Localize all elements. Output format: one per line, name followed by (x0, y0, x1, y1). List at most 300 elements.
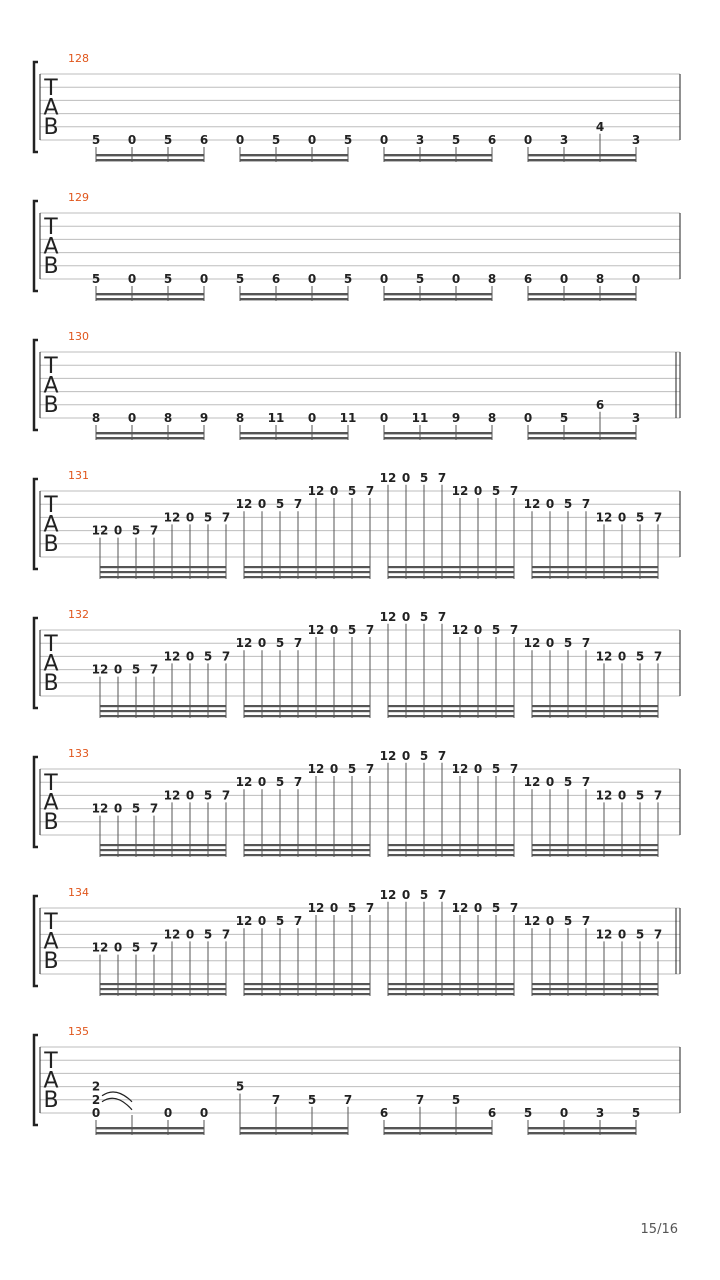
fret-number: 12 (235, 775, 253, 790)
fret-number: 0 (379, 411, 389, 425)
beam (388, 988, 515, 990)
fret-number: 12 (523, 775, 541, 790)
fret-number: 12 (595, 927, 613, 942)
fret-number: 12 (307, 484, 325, 498)
fret-number: 7 (149, 801, 159, 816)
fret-number: 0 (113, 801, 123, 816)
tab-clef-letter: T (44, 632, 58, 657)
beam (388, 571, 515, 573)
beam (388, 993, 515, 995)
tab-system (34, 747, 680, 857)
fret-number: 5 (203, 788, 213, 803)
measure-number: 134 (68, 886, 89, 899)
tab-system (34, 330, 680, 440)
beam (100, 854, 227, 856)
beam (244, 571, 371, 573)
fret-number: 6 (199, 133, 209, 147)
tab-clef-letter: B (43, 254, 59, 279)
fret-number: 7 (365, 623, 375, 637)
fret-number: 12 (91, 523, 109, 538)
beam (532, 715, 659, 717)
fret-number: 0 (163, 1106, 173, 1120)
fret-number: 7 (509, 762, 519, 776)
fret-number: 12 (235, 914, 253, 929)
tab-clef-letter: B (43, 393, 59, 418)
beam (96, 154, 205, 156)
fret-number: 12 (523, 497, 541, 512)
fret-number: 5 (163, 133, 173, 147)
fret-number: 7 (221, 788, 231, 803)
fret-number: 0 (329, 901, 339, 915)
fret-number: 12 (379, 887, 397, 902)
fret-number: 7 (293, 775, 303, 790)
fret-number: 9 (199, 411, 209, 425)
beam (384, 298, 493, 300)
fret-number: 0 (91, 1106, 101, 1120)
fret-number: 5 (203, 927, 213, 942)
system-bracket (34, 62, 38, 152)
tab-clef-letter: T (44, 771, 58, 796)
fret-number: 5 (275, 497, 285, 512)
beam (388, 566, 515, 568)
fret-number: 5 (419, 609, 429, 624)
fret-number: 12 (523, 636, 541, 651)
system-bracket (34, 340, 38, 430)
fret-number: 0 (617, 927, 627, 942)
fret-number: 12 (523, 914, 541, 929)
beam (100, 576, 227, 578)
beam (384, 159, 493, 161)
beam (388, 705, 515, 707)
fret-number: 0 (401, 609, 411, 624)
fret-number: 5 (563, 497, 573, 512)
fret-number: 0 (631, 272, 641, 286)
tab-clef-letter: A (43, 1068, 59, 1094)
fret-number: 7 (437, 887, 447, 902)
tab-clef-letter: B (43, 671, 59, 696)
fret-number: 3 (595, 1106, 605, 1120)
fret-number: 5 (523, 1106, 533, 1120)
beam (388, 983, 515, 985)
system-bracket (34, 757, 38, 847)
tab-clef-letter: A (43, 512, 59, 538)
fret-number: 0 (545, 775, 555, 790)
beam (244, 983, 371, 985)
fret-number: 6 (523, 272, 533, 286)
fret-number: 5 (631, 1106, 641, 1120)
fret-number: 8 (487, 272, 497, 286)
tie-arc (102, 1092, 132, 1102)
tab-clef-letter: B (43, 949, 59, 974)
beam (532, 983, 659, 985)
fret-number: 7 (293, 914, 303, 929)
fret-number: 5 (347, 762, 357, 776)
beam (384, 1127, 493, 1129)
tab-system (34, 886, 680, 996)
fret-number: 5 (275, 775, 285, 790)
fret-number: 7 (653, 649, 663, 664)
fret-number: 0 (113, 940, 123, 955)
fret-number: 11 (339, 411, 357, 425)
fret-number: 0 (257, 497, 267, 512)
fret-number: 7 (221, 510, 231, 525)
fret-number: 0 (257, 775, 267, 790)
beam (532, 571, 659, 573)
beam (244, 854, 371, 856)
fret-number: 5 (491, 623, 501, 637)
beam (528, 154, 637, 156)
beam (100, 705, 227, 707)
beam (528, 159, 637, 161)
fret-number: 7 (149, 523, 159, 538)
beam (384, 293, 493, 295)
beam (388, 576, 515, 578)
fret-number: 0 (185, 927, 195, 942)
fret-number: 0 (617, 510, 627, 525)
fret-number: 5 (635, 649, 645, 664)
beam (388, 710, 515, 712)
fret-number: 5 (131, 523, 141, 538)
beam (532, 705, 659, 707)
fret-number: 12 (163, 510, 181, 525)
beam (244, 988, 371, 990)
fret-number: 12 (307, 762, 325, 776)
fret-number: 0 (329, 762, 339, 776)
fret-number: 0 (473, 484, 483, 498)
system-bracket (34, 618, 38, 708)
tab-system (34, 1025, 680, 1135)
fret-number: 0 (307, 133, 317, 147)
beam (528, 293, 637, 295)
fret-number: 0 (127, 272, 137, 286)
fret-number: 0 (617, 788, 627, 803)
tab-clef-letter: B (43, 532, 59, 557)
beam (244, 576, 371, 578)
fret-number: 12 (163, 649, 181, 664)
fret-number: 5 (347, 484, 357, 498)
beam (532, 566, 659, 568)
fret-number: 12 (595, 788, 613, 803)
beam (244, 844, 371, 846)
fret-number: 0 (473, 901, 483, 915)
fret-number: 5 (635, 788, 645, 803)
tab-clef-letter: T (44, 76, 58, 101)
fret-number: 5 (491, 901, 501, 915)
beam (244, 705, 371, 707)
beam (240, 437, 349, 439)
beam (532, 844, 659, 846)
fret-number: 0 (307, 272, 317, 286)
fret-number: 5 (343, 272, 353, 286)
beam (100, 983, 227, 985)
fret-number: 8 (91, 411, 101, 425)
beam (240, 1127, 349, 1129)
tab-clef-letter: T (44, 354, 58, 379)
fret-number: 5 (91, 133, 101, 147)
fret-number: 12 (595, 649, 613, 664)
fret-number: 5 (347, 901, 357, 915)
fret-number: 0 (473, 762, 483, 776)
fret-number: 5 (343, 133, 353, 147)
beam (96, 1132, 205, 1134)
fret-number: 12 (235, 636, 253, 651)
fret-number: 5 (419, 470, 429, 485)
fret-number: 0 (545, 497, 555, 512)
fret-number: 0 (401, 748, 411, 763)
beam (240, 154, 349, 156)
beam (100, 849, 227, 851)
fret-number: 5 (275, 914, 285, 929)
fret-number: 7 (581, 497, 591, 512)
measure-number: 131 (68, 469, 89, 482)
beam (96, 432, 205, 434)
fret-number: 0 (379, 133, 389, 147)
fret-number: 6 (487, 1106, 497, 1120)
beam (100, 710, 227, 712)
fret-number: 7 (149, 662, 159, 677)
fret-number: 4 (595, 119, 605, 134)
fret-number: 12 (451, 484, 469, 498)
beam (96, 159, 205, 161)
fret-number: 0 (113, 662, 123, 677)
beam (244, 715, 371, 717)
tab-clef-letter: T (44, 493, 58, 518)
beam (96, 293, 205, 295)
beam (384, 1132, 493, 1134)
fret-number: 0 (127, 411, 137, 425)
fret-number: 3 (415, 133, 425, 147)
fret-number: 12 (91, 662, 109, 677)
system-bracket (34, 896, 38, 986)
fret-number: 0 (235, 133, 245, 147)
beam (240, 1132, 349, 1134)
fret-number: 11 (267, 411, 285, 425)
beam (244, 566, 371, 568)
fret-number: 5 (635, 510, 645, 525)
fret-number: 5 (307, 1092, 317, 1107)
fret-number: 7 (293, 497, 303, 512)
fret-number: 8 (235, 411, 245, 425)
beam (96, 298, 205, 300)
beam (100, 566, 227, 568)
fret-number: 9 (451, 411, 461, 425)
fret-number: 5 (131, 940, 141, 955)
fret-number: 7 (509, 484, 519, 498)
beam (388, 854, 515, 856)
beam (528, 1127, 637, 1129)
fret-number: 0 (559, 272, 569, 286)
beam (100, 993, 227, 995)
fret-number: 12 (451, 762, 469, 776)
fret-number: 7 (365, 762, 375, 776)
fret-number: 7 (581, 914, 591, 929)
fret-number: 5 (419, 887, 429, 902)
fret-number: 3 (631, 133, 641, 147)
beam (244, 849, 371, 851)
beam (100, 988, 227, 990)
measure-number: 133 (68, 747, 89, 760)
measure-number: 135 (68, 1025, 89, 1038)
fret-number: 7 (149, 940, 159, 955)
fret-number: 7 (653, 788, 663, 803)
fret-number: 5 (275, 636, 285, 651)
fret-number: 5 (451, 1092, 461, 1107)
fret-number: 7 (271, 1092, 281, 1107)
fret-number: 7 (415, 1092, 425, 1107)
fret-number: 5 (563, 636, 573, 651)
fret-number: 6 (487, 133, 497, 147)
fret-number: 12 (307, 623, 325, 637)
fret-number: 0 (559, 1106, 569, 1120)
beam (532, 710, 659, 712)
fret-number: 0 (379, 272, 389, 286)
beam (528, 298, 637, 300)
fret-number: 7 (509, 623, 519, 637)
fret-number: 6 (595, 397, 605, 412)
measure-number: 128 (68, 52, 89, 65)
fret-number: 0 (307, 411, 317, 425)
fret-number: 5 (419, 748, 429, 763)
tab-clef-letter: A (43, 234, 59, 260)
tab-clef-letter: A (43, 929, 59, 955)
fret-number: 12 (379, 609, 397, 624)
beam (388, 844, 515, 846)
fret-number: 7 (653, 510, 663, 525)
tab-clef-letter: A (43, 651, 59, 677)
fret-number: 7 (581, 636, 591, 651)
fret-number: 0 (523, 133, 533, 147)
fret-number: 3 (631, 411, 641, 425)
fret-number: 7 (437, 470, 447, 485)
measure-number: 129 (68, 191, 89, 204)
tab-clef-letter: A (43, 373, 59, 399)
beam (240, 432, 349, 434)
fret-number: 7 (581, 775, 591, 790)
beam (528, 1132, 637, 1134)
beam (240, 298, 349, 300)
measure-number: 130 (68, 330, 89, 343)
tab-system (34, 52, 680, 162)
fret-number: 7 (221, 927, 231, 942)
fret-number: 5 (271, 133, 281, 147)
measure-number: 132 (68, 608, 89, 621)
fret-number: 0 (185, 788, 195, 803)
beam (532, 854, 659, 856)
beam (528, 432, 637, 434)
fret-number: 0 (473, 623, 483, 637)
fret-number: 0 (545, 636, 555, 651)
fret-number: 11 (411, 411, 429, 425)
beam (244, 993, 371, 995)
system-bracket (34, 1035, 38, 1125)
fret-number: 5 (163, 272, 173, 286)
beam (244, 710, 371, 712)
fret-number: 6 (271, 272, 281, 286)
beam (240, 293, 349, 295)
beam (100, 715, 227, 717)
fret-number: 5 (131, 662, 141, 677)
fret-number: 0 (523, 411, 533, 425)
fret-number: 12 (91, 940, 109, 955)
fret-number: 0 (401, 887, 411, 902)
beam (384, 154, 493, 156)
fret-number: 0 (329, 623, 339, 637)
fret-number: 0 (113, 523, 123, 538)
tab-clef-letter: T (44, 215, 58, 240)
beam (388, 849, 515, 851)
beam (96, 437, 205, 439)
fret-number: 12 (235, 497, 253, 512)
beam (532, 993, 659, 995)
fret-number: 5 (235, 272, 245, 286)
fret-number: 0 (257, 636, 267, 651)
tab-clef-letter: A (43, 95, 59, 121)
beam (384, 432, 493, 434)
fret-number: 7 (365, 484, 375, 498)
tab-clef-letter: T (44, 1049, 58, 1074)
fret-number: 5 (563, 775, 573, 790)
fret-number: 2 (91, 1079, 101, 1094)
fret-number: 5 (563, 914, 573, 929)
beam (100, 571, 227, 573)
beam (528, 437, 637, 439)
fret-number: 0 (185, 510, 195, 525)
fret-number: 0 (401, 470, 411, 485)
fret-number: 5 (559, 411, 569, 425)
fret-number: 7 (221, 649, 231, 664)
fret-number: 7 (293, 636, 303, 651)
tab-clef-letter: T (44, 910, 58, 935)
fret-number: 0 (617, 649, 627, 664)
fret-number: 8 (163, 411, 173, 425)
fret-number: 7 (343, 1092, 353, 1107)
fret-number: 5 (491, 484, 501, 498)
fret-number: 8 (487, 411, 497, 425)
fret-number: 12 (451, 623, 469, 637)
fret-number: 12 (379, 470, 397, 485)
tab-clef-letter: B (43, 810, 59, 835)
beam (532, 849, 659, 851)
fret-number: 7 (437, 748, 447, 763)
fret-number: 12 (163, 927, 181, 942)
beam (240, 159, 349, 161)
fret-number: 0 (545, 914, 555, 929)
fret-number: 8 (595, 272, 605, 286)
system-bracket (34, 201, 38, 291)
fret-number: 0 (185, 649, 195, 664)
fret-number: 0 (451, 272, 461, 286)
fret-number: 12 (307, 901, 325, 915)
beam (388, 715, 515, 717)
fret-number: 5 (491, 762, 501, 776)
fret-number: 0 (257, 914, 267, 929)
fret-number: 5 (131, 801, 141, 816)
fret-number: 12 (91, 801, 109, 816)
fret-number: 3 (559, 133, 569, 147)
fret-number: 7 (509, 901, 519, 915)
fret-number: 5 (203, 649, 213, 664)
fret-number: 0 (127, 133, 137, 147)
tab-system (34, 191, 680, 301)
beam (100, 844, 227, 846)
fret-number: 5 (235, 1079, 245, 1094)
fret-number: 2 (91, 1092, 101, 1107)
fret-number: 12 (163, 788, 181, 803)
beam (96, 1127, 205, 1129)
system-bracket (34, 479, 38, 569)
page-number: 15/16 (640, 1222, 678, 1237)
tab-system (34, 608, 680, 718)
